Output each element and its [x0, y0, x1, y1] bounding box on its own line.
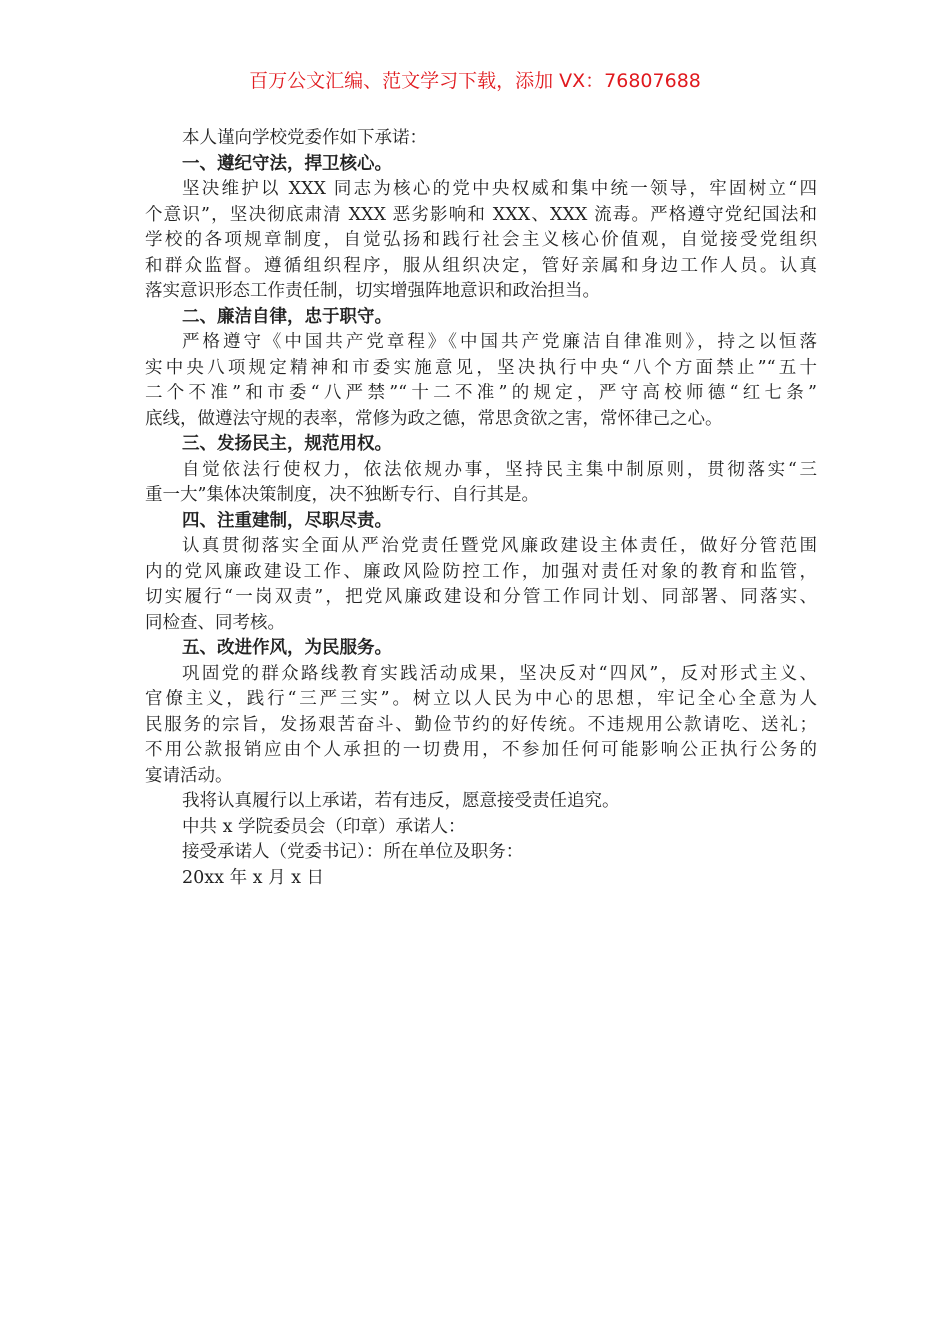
section-heading: 三、发扬民主，规范用权。 [182, 434, 392, 454]
section [145, 305, 817, 433]
paragraph-line: 内的党风廉政建设工作、廉政风险防控工作，加强对责任对象的教育和监管， [145, 561, 817, 582]
paragraph-line: 切实履行“一岗双责”，把党风廉政建设和分管工作同计划、同部署、同落实、 [145, 587, 817, 607]
section [145, 509, 817, 637]
paragraph-line: 民服务的宗旨，发扬艰苦奋斗、勤俭节约的好传统。不违规用公款请吃、送礼； [145, 714, 817, 735]
document-body [145, 126, 817, 891]
paragraph-line: 重一大”集体决策制度，决不独断专行、自行其是。 [145, 485, 539, 505]
intro-text: 本人谨向学校党委作如下承诺： [182, 128, 427, 148]
closing-block [145, 789, 817, 891]
paragraph-line: 严格遵守《中国共产党章程》《中国共产党廉洁自律准则》，持之以恒落 [182, 332, 817, 352]
section [145, 432, 817, 509]
paragraph-line: 二个不准”和市委“八严禁”“十二不准”的规定，严守高校师德“红七条” [145, 383, 817, 403]
paragraph-line: 坚决维护以 XXX 同志为核心的党中央权威和集中统一领导，牢固树立“四 [182, 179, 817, 199]
section-heading: 四、注重建制，尽职尽责。 [182, 510, 392, 531]
watermark-banner: 百万公文汇编、范文学习下载，添加 VX：76807688 [249, 70, 701, 92]
section [145, 152, 817, 305]
closing-line: 20xx 年 x 月 x 日 [182, 867, 325, 888]
paragraph-line: 认真贯彻落实全面从严治党责任暨党风廉政建设主体责任，做好分管范围 [182, 536, 817, 556]
closing-line: 中共 x 学院委员会（印章）承诺人： [182, 816, 466, 837]
section [145, 636, 817, 789]
section-heading: 一、遵纪守法，捍卫核心。 [182, 153, 392, 174]
section-heading: 五、改进作风，为民服务。 [182, 638, 392, 658]
closing-line: 我将认真履行以上承诺，若有违反，愿意接受责任追究。 [182, 791, 620, 811]
paragraph-line: 自觉依法行使权力，依法依规办事，坚持民主集中制原则，贯彻落实“三 [182, 459, 817, 480]
paragraph-line: 和群众监督。遵循组织程序，服从组织决定，管好亲属和身边工作人员。认真 [145, 255, 817, 276]
paragraph-line: 不用公款报销应由个人承担的一切费用，不参加任何可能影响公正执行公务的 [145, 740, 817, 760]
section-heading: 二、廉洁自律，忠于职守。 [182, 306, 392, 327]
paragraph-line: 学校的各项规章制度，自觉弘扬和践行社会主义核心价值观，自觉接受党组织 [145, 230, 817, 250]
paragraph-line: 实中央八项规定精神和市委实施意见，坚决执行中央“八个方面禁止”“五十 [145, 357, 817, 378]
sections [145, 152, 817, 790]
paragraph-line: 同检查、同考核。 [145, 612, 285, 633]
paragraph-line: 宴请活动。 [145, 765, 233, 786]
paragraph-line: 巩固党的群众路线教育实践活动成果，坚决反对“四风”，反对形式主义、 [182, 663, 817, 684]
paragraph-line: 官僚主义，践行“三严三实”。树立以人民为中心的思想，牢记全心全意为人 [145, 689, 817, 709]
paragraph-line: 个意识”，坚决彻底肃清 XXX 恶劣影响和 XXX、XXX 流毒。严格遵守党纪国法和 [145, 204, 817, 225]
paragraph-line: 落实意识形态工作责任制，切实增强阵地意识和政治担当。 [145, 281, 600, 301]
paragraph-line: 底线，做遵法守规的表率，常修为政之德，常思贪欲之害，常怀律己之心。 [145, 408, 723, 429]
closing-line: 接受承诺人（党委书记）：所在单位及职务： [182, 842, 524, 862]
